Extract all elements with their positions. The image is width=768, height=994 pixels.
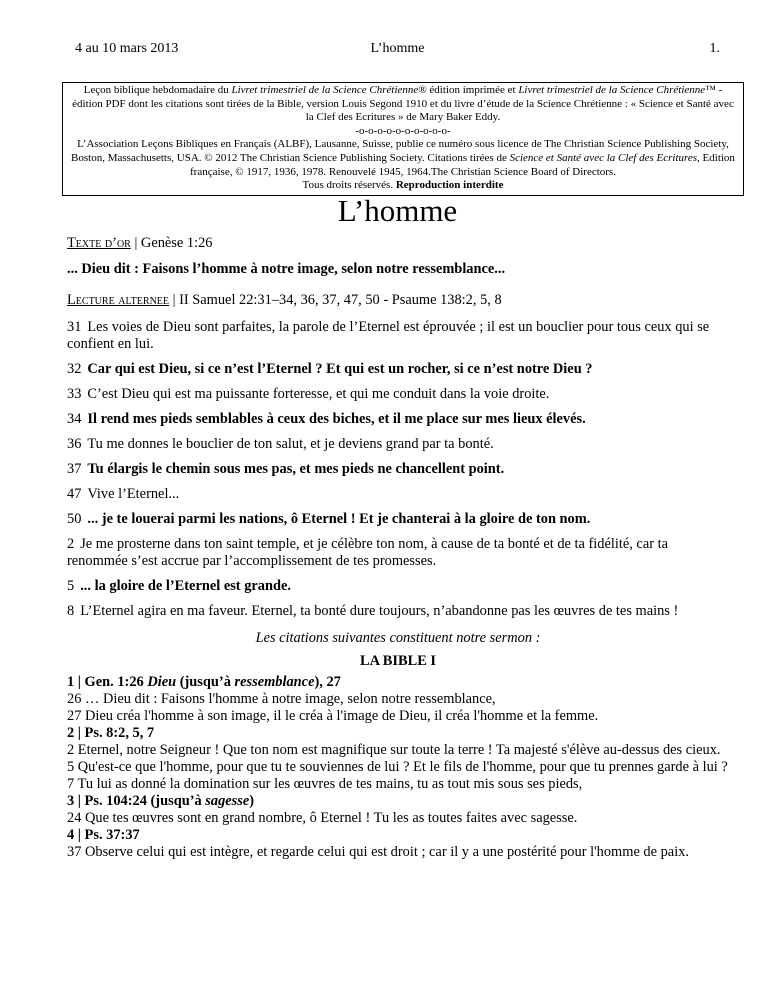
notice-text: L’Association Leçons Bibliques en Français (ALBF), Lausanne, Suisse, publie ce numéro sous licence de The Christian Science Publishing Society, Boston, Massachusetts, USA. © 2012 The Christian Science Publishing Society. Citations tirées de xyxy=(71,138,729,164)
responsive-reading-verses xyxy=(67,319,729,620)
notice-bold: Reproduction interdite xyxy=(395,179,504,192)
citation-heading-part: ressemblance xyxy=(234,674,315,690)
citation-verse: 26 … Dieu dit : Faisons l'homme à notre image, selon notre ressemblance, xyxy=(67,691,496,707)
copyright-notice-box xyxy=(62,82,744,196)
verse xyxy=(67,436,729,453)
separator: | xyxy=(130,235,141,251)
notice-separator: -o-o-o-o-o-o-o-o-o-o- xyxy=(355,124,451,137)
notice-italic: Livret trimestriel de la Science Chrétienne xyxy=(518,84,706,96)
citation-verse: 24 Que tes œuvres sont en grand nombre, ô Eternel ! Tu les as toutes faites avec sagesse. xyxy=(67,810,578,826)
citation-verse: 2 Eternel, notre Seigneur ! Que ton nom est magnifique sur toute la terre ! Ta majesté s'élève au-dessus des cieux. xyxy=(67,742,721,758)
verse-number: 47 xyxy=(67,486,82,502)
verse-number: 8 xyxy=(67,603,75,619)
verse-number: 34 xyxy=(67,411,82,427)
golden-text-heading xyxy=(67,235,729,252)
notice-paragraph-3 xyxy=(69,179,737,193)
lesson-body xyxy=(67,235,729,861)
notice-text: Tous droits réservés. xyxy=(302,179,396,192)
notice-paragraph-1 xyxy=(69,84,737,125)
verse-text: Je me prosterne dans ton saint temple, et je célèbre ton nom, à cause de ta bonté et de ta fidélité, car ta renommée s’est accrue par l’accomplissement de tes promesses. xyxy=(67,536,668,569)
verse xyxy=(67,511,729,528)
golden-text: ... Dieu dit : Faisons l’homme à notre image, selon notre ressemblance... xyxy=(67,261,506,277)
verse xyxy=(67,578,729,595)
verse-text: L’Eternel agira en ma faveur. Eternel, ta bonté dure toujours, n’abandonne pas les œuvres de tes mains ! xyxy=(80,603,679,619)
header-page-number: 1. xyxy=(709,41,720,56)
citation-heading xyxy=(67,827,729,844)
verse-number: 2 xyxy=(67,536,75,552)
verse-text: C’est Dieu qui est ma puissante forteresse, et qui me conduit dans la voie droite. xyxy=(87,386,550,402)
verse xyxy=(67,603,729,620)
verse-number: 37 xyxy=(67,461,82,477)
citation-heading-part: ), 27 xyxy=(314,674,341,690)
verse xyxy=(67,411,729,428)
citation-heading xyxy=(67,793,729,810)
verse-number: 31 xyxy=(67,319,82,335)
section-title: LA BIBLE I xyxy=(360,653,436,669)
document-title: L’homme xyxy=(337,193,458,228)
golden-text-label: Texte d’or xyxy=(67,235,131,251)
citation-heading-part: 1 | Gen. 1:26 xyxy=(67,674,148,690)
verse-text: ... je te louerai parmi les nations, ô Eternel ! Et je chanterai à la gloire de ton nom. xyxy=(87,511,591,527)
citation-heading-part: 3 | Ps. 104:24 (jusqu’à xyxy=(67,793,206,809)
notice-text: ® édition imprimée et xyxy=(418,84,519,96)
citation-verse: 7 Tu lui as donné la domination sur les œuvres de tes mains, tu as tout mis sous ses pieds, xyxy=(67,776,583,792)
citations-list xyxy=(67,674,729,861)
verse-number: 50 xyxy=(67,511,82,527)
verse-text: ... la gloire de l’Eternel est grande. xyxy=(80,578,291,594)
citation-heading xyxy=(67,674,729,691)
citation-verse: 37 Observe celui qui est intègre, et regarde celui qui est droit ; car il y a une postérité pour l'homme de paix. xyxy=(67,844,689,860)
responsive-reading-reference: II Samuel 22:31–34, 36, 37, 47, 50 - Psaume 138:2, 5, 8 xyxy=(179,292,502,308)
verse-text: Il rend mes pieds semblables à ceux des biches, et il me place sur mes lieux élevés. xyxy=(87,411,586,427)
verse-text: Tu élargis le chemin sous mes pas, et mes pieds ne chancellent point. xyxy=(87,461,505,477)
verse-text: Les voies de Dieu sont parfaites, la parole de l’Eternel est éprouvée ; il est un bouclier pour tous ceux qui se confient en lui. xyxy=(67,319,710,352)
notice-text: ™ - édition PDF dont les citations sont tirées de la Bible, version Louis Segond 1910 et du livre d’étude de la Science Chrétienne : « Science et Santé avec la Clef des Ecritures » de Mary Baker Eddy. xyxy=(72,84,734,124)
verse-text: Car qui est Dieu, si ce n’est l’Eternel ? Et qui est un rocher, si ce n’est notre Dieu ? xyxy=(87,361,593,377)
verse-number: 32 xyxy=(67,361,82,377)
verse xyxy=(67,361,729,378)
notice-text: Leçon biblique hebdomadaire du xyxy=(83,84,232,96)
running-header xyxy=(75,41,720,59)
citation-heading-part: ) xyxy=(249,793,255,809)
verse-number: 33 xyxy=(67,386,82,402)
responsive-reading-label: Lecture alternee xyxy=(67,292,170,308)
header-date: 4 au 10 mars 2013 xyxy=(75,41,179,56)
citation-heading xyxy=(67,725,729,742)
separator: | xyxy=(169,292,180,308)
notice-italic: Livret trimestriel de la Science Chrétienne xyxy=(231,84,419,96)
citation-heading-part: (jusqu’à xyxy=(176,674,235,690)
verse xyxy=(67,319,729,353)
notice-italic: Science et Santé avec la Clef des Ecritures xyxy=(509,151,698,164)
verse xyxy=(67,386,729,403)
verse xyxy=(67,486,729,503)
verse-text: Tu me donnes le bouclier de ton salut, et je deviens grand par ta bonté. xyxy=(87,436,494,452)
verse xyxy=(67,536,729,570)
citation-verse: 27 Dieu créa l'homme à son image, il le créa à l'image de Dieu, il créa l'homme et la femme. xyxy=(67,708,599,724)
citation-heading-part: sagesse xyxy=(205,793,250,809)
verse-number: 36 xyxy=(67,436,82,452)
citation-heading-part: 2 | Ps. 8:2, 5, 7 xyxy=(67,725,155,741)
citation-heading-part: Dieu xyxy=(147,674,177,690)
notice-text: , Edition française, © 1917, 1936, 1978. Renouvelé 1945, 1964.The Christian Science Board of Directors. xyxy=(190,151,735,178)
sermon-intro: Les citations suivantes constituent notre sermon : xyxy=(255,630,541,646)
header-title: L’homme xyxy=(370,41,425,56)
verse xyxy=(67,461,729,478)
notice-paragraph-2 xyxy=(69,138,737,179)
verse-number: 5 xyxy=(67,578,75,594)
golden-text-reference: Genèse 1:26 xyxy=(140,235,213,251)
responsive-reading-heading xyxy=(67,292,729,309)
verse-text: Vive l’Eternel... xyxy=(87,486,180,502)
citation-verse: 5 Qu'est-ce que l'homme, pour que tu te souviennes de lui ? Et le fils de l'homme, pour que tu prennes garde à lui ? xyxy=(67,759,728,775)
citation-heading-part: 4 | Ps. 37:37 xyxy=(67,827,140,843)
